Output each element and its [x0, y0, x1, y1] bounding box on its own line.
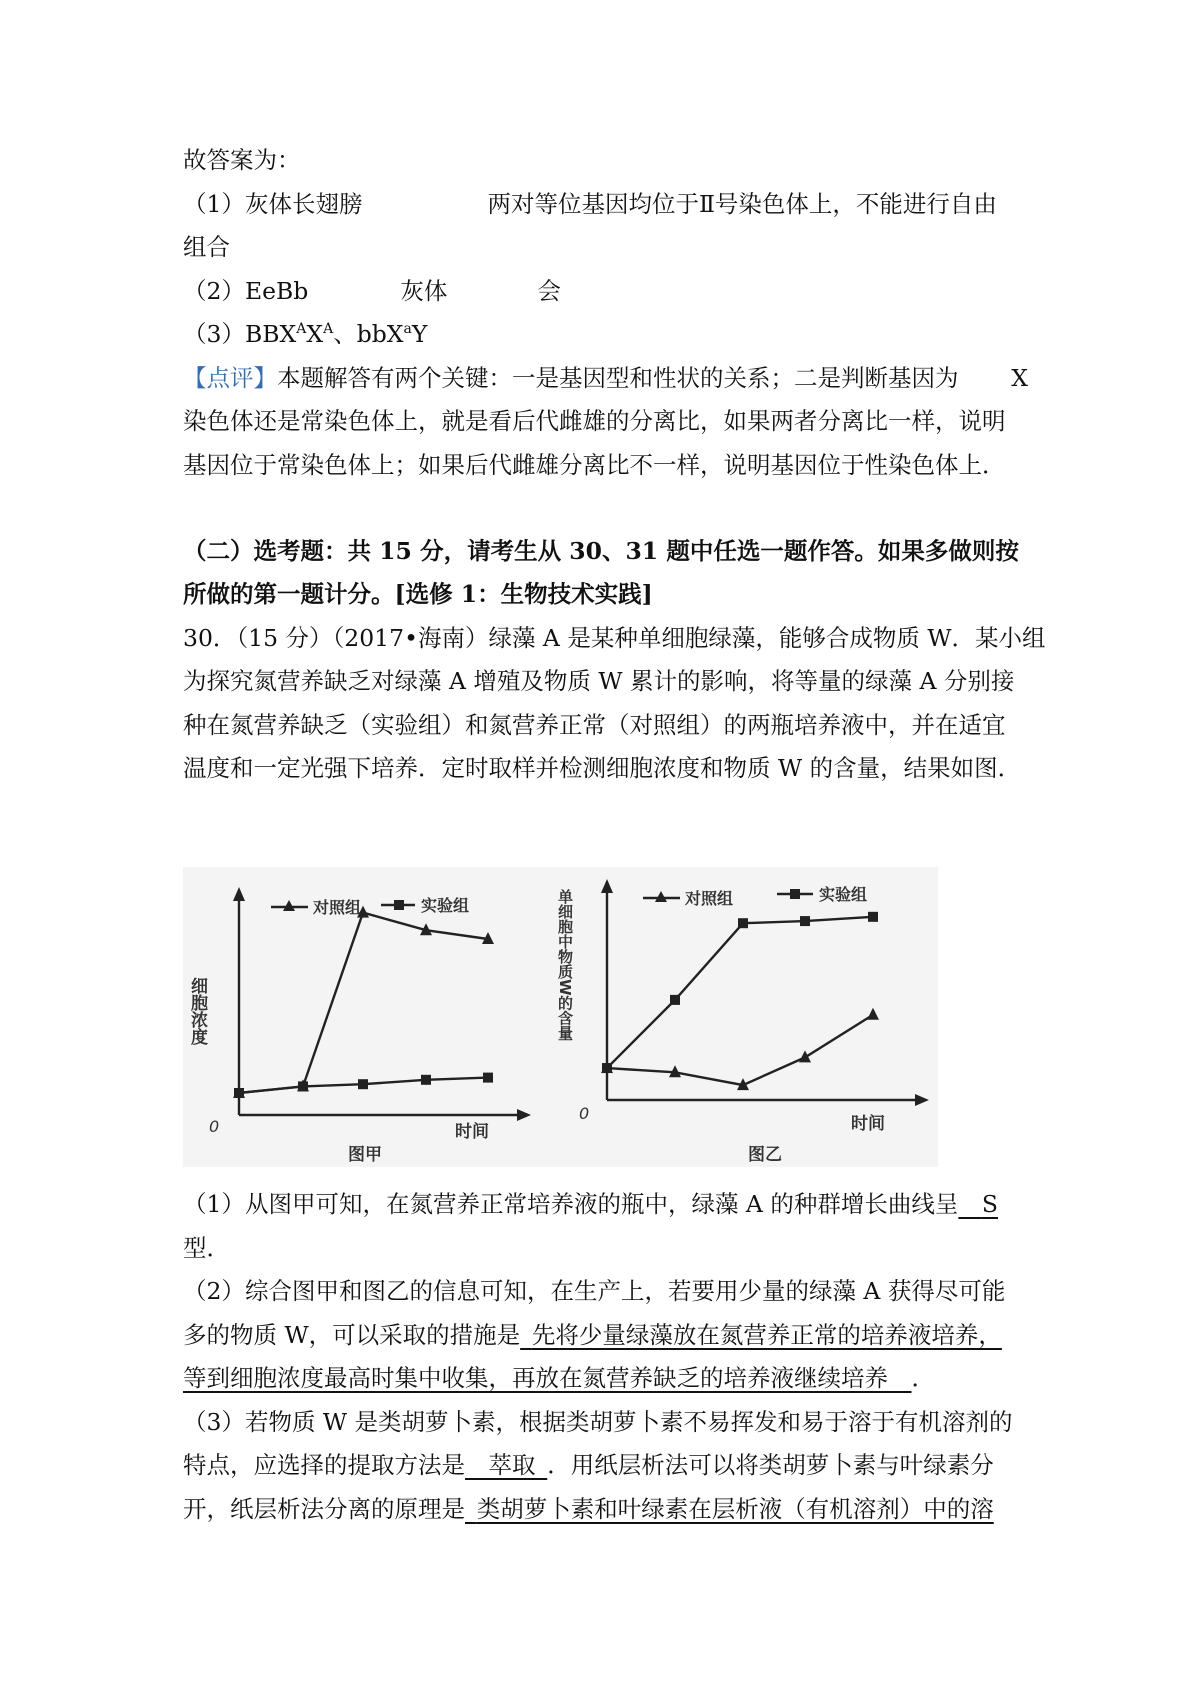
- figure-svg: [183, 867, 938, 1167]
- section-heading-line-1: （二）选考题：共 15 分，请考生从 30、31 题中任选一题作答。如果多做则按: [183, 537, 1019, 565]
- chart-yi-experiment-point-5: [868, 912, 878, 922]
- chart-yi-legend-control-label: 对照组: [685, 889, 734, 908]
- chart-jia-experiment-point-2: [298, 1081, 308, 1091]
- answer-heading: 故答案为：: [183, 146, 301, 174]
- chart-jia-x-label: 时间: [455, 1122, 489, 1142]
- answer-2-result: 会: [537, 277, 561, 305]
- chart-jia-experiment-point-1: [234, 1088, 244, 1098]
- chart-jia-legend-control-label: 对照组: [313, 898, 362, 917]
- chart-yi-experiment-point-2: [670, 995, 680, 1005]
- answer-3-number: （3）: [183, 320, 245, 348]
- answer-2-phenotype: 灰体: [400, 277, 448, 305]
- chart-yi-legend-experiment-label: 实验组: [819, 885, 868, 904]
- subquestion-1-line-1: [183, 1187, 1028, 1221]
- subquestion-2-line-2: [183, 1318, 1028, 1352]
- subquestion-2-answer-part-1: [520, 1321, 1002, 1349]
- answer-3-genotype-1a: BBX: [244, 320, 297, 348]
- answer-3-superscript-3: a: [403, 321, 412, 338]
- comment-line-1-end: X: [1011, 364, 1028, 392]
- figure-charts: [183, 867, 938, 1167]
- chart-jia-experiment-point-4: [421, 1075, 431, 1085]
- chart-jia-caption: 图甲: [348, 1145, 382, 1165]
- subquestion-2-answer-part-1-text: 先将少量绿藻放在氮营养正常的培养液培养，: [531, 1321, 1002, 1349]
- answer-3-genotype-2: Y: [411, 320, 428, 348]
- chart-yi-experiment-point-3: [738, 918, 748, 928]
- chart-yi-x-label: 时间: [851, 1114, 885, 1134]
- chart-yi-y-label: 单细胞中物质W的含量: [556, 889, 574, 1041]
- subquestion-3-answer-1-text: 萃取: [488, 1451, 536, 1479]
- subquestion-2-answer-part-2-text: 等到细胞浓度最高时集中收集，再放在氮营养缺乏的培养液继续培养: [183, 1364, 888, 1392]
- subquestion-3-text-3: 开，纸层析法分离的原理是: [183, 1495, 465, 1523]
- answer-3: [183, 317, 1028, 351]
- chart-jia-origin: 0: [209, 1117, 220, 1136]
- answer-1-part1: （1）灰体长翅膀: [183, 190, 363, 218]
- subquestion-1-text: （1）从图甲可知，在氮营养正常培养液的瓶中，绿藻 A 的种群增长曲线呈: [183, 1190, 959, 1218]
- question-30-line-2: 为探究氮营养缺乏对绿藻 A 增殖及物质 W 累计的影响，将等量的绿藻 A 分别接: [183, 667, 1015, 695]
- subquestion-3-answer-2-text: 类胡萝卜素和叶绿素在层析液（有机溶剂）中的溶: [476, 1495, 994, 1523]
- subquestion-3-text-2: ．用纸层析法可以将类胡萝卜素与叶绿素分: [547, 1451, 994, 1479]
- chart-yi-origin: 0: [579, 1104, 590, 1123]
- chart-yi-caption: 图乙: [748, 1145, 782, 1165]
- comment-tag: 【点评】: [183, 364, 277, 392]
- chart-jia-y-label: 细胞浓度: [187, 977, 207, 1045]
- chart-jia-experiment-point-3: [358, 1079, 368, 1089]
- chart-jia-legend-experiment-label: 实验组: [421, 896, 470, 915]
- section-heading-line-2: 所做的第一题计分。[选修 1：生物技术实践]: [183, 580, 653, 608]
- chart-yi-legend-experiment-marker: [790, 889, 800, 899]
- subquestion-1-line-2: 型．: [183, 1234, 230, 1262]
- subquestion-2-end: ．: [911, 1364, 935, 1392]
- comment-line-1-text: 本题解答有两个关键：一是基因型和性状的关系；二是判断基因为: [277, 364, 959, 392]
- answer-1-part2: 两对等位基因均位于Ⅱ号染色体上，不能进行自由: [487, 190, 997, 218]
- answer-3-separator: 、bbX: [333, 320, 404, 348]
- comment-line-2: 染色体还是常染色体上，就是看后代雌雄的分离比，如果两者分离比一样，说明: [183, 407, 1006, 435]
- question-30-line-4: 温度和一定光强下培养．定时取样并检测细胞浓度和物质 W 的含量，结果如图．: [183, 754, 1022, 782]
- subquestion-2-line-3: [183, 1361, 1028, 1395]
- chart-yi-experiment-point-1: [602, 1063, 612, 1073]
- comment-line-1: [183, 361, 1028, 395]
- subquestion-3-line-3: [183, 1492, 1028, 1526]
- answer-3-genotype-1b: X: [306, 320, 324, 348]
- subquestion-3-answer-2: [465, 1495, 994, 1523]
- answer-1-continued: 组合: [183, 233, 230, 261]
- chart-yi-experiment-point-4: [800, 916, 810, 926]
- chart-jia-legend-experiment-marker: [394, 900, 404, 910]
- question-30-line-1: 30．（15 分）（2017•海南）绿藻 A 是某种单细胞绿藻，能够合成物质 W．某小组: [183, 624, 1046, 652]
- subquestion-1-answer-text: S: [981, 1190, 998, 1218]
- subquestion-1-answer: [958, 1190, 998, 1218]
- subquestion-3-line-2: [183, 1448, 1028, 1482]
- answer-3-superscript-2: A: [323, 321, 334, 338]
- answer-3-superscript-1: A: [296, 321, 307, 338]
- subquestion-2-line-1: （2）综合图甲和图乙的信息可知，在生产上，若要用少量的绿藻 A 获得尽可能: [183, 1277, 1006, 1305]
- subquestion-2-answer-part-2: [183, 1364, 912, 1392]
- answer-1: [183, 187, 1028, 221]
- subquestion-3-answer-1: [465, 1451, 547, 1479]
- subquestion-2-text: 多的物质 W，可以采取的措施是: [183, 1321, 521, 1349]
- question-30-line-3: 种在氮营养缺乏（实验组）和氮营养正常（对照组）的两瓶培养液中，并在适宜: [183, 711, 1006, 739]
- subquestion-3-text-1: 特点，应选择的提取方法是: [183, 1451, 465, 1479]
- answer-2-genotype: （2）EeBb: [183, 277, 309, 305]
- answer-2: [183, 274, 1028, 308]
- subquestion-3-line-1: （3）若物质 W 是类胡萝卜素，根据类胡萝卜素不易挥发和易于溶于有机溶剂的: [183, 1408, 1013, 1436]
- comment-line-3: 基因位于常染色体上；如果后代雌雄分离比不一样，说明基因位于性染色体上．: [183, 451, 1006, 479]
- chart-jia-experiment-point-5: [483, 1073, 493, 1083]
